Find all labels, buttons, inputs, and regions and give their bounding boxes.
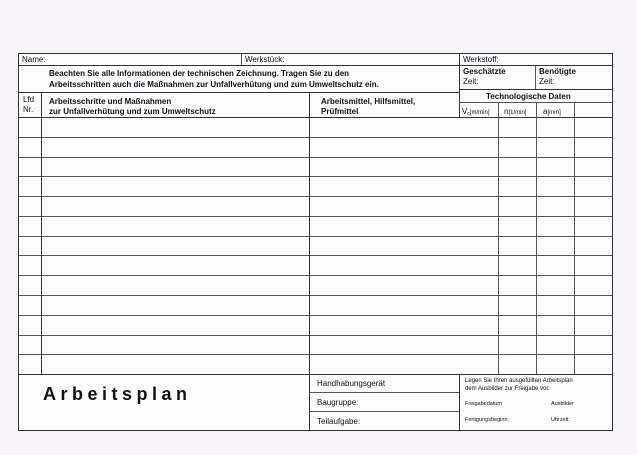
work-plan-form bbox=[18, 53, 613, 431]
col-divider-lfd bbox=[41, 92, 42, 374]
footer-top-line bbox=[19, 374, 612, 375]
table-row-line bbox=[19, 335, 612, 336]
tools-header-2: Prüfmittel bbox=[321, 107, 359, 116]
release-note-2: dem Ausbilder zur Freigabe vor. bbox=[465, 386, 550, 392]
footer-divider-left bbox=[309, 374, 310, 430]
fertigungsbeginn-label: Fertigungsbeginn: bbox=[465, 417, 510, 423]
ausbilder-label: Ausbilder bbox=[551, 401, 574, 407]
header-divider bbox=[241, 54, 242, 65]
col-divider-n bbox=[536, 102, 537, 374]
steps-header-2: zur Unfallverhütung und zum Umweltschutz bbox=[49, 107, 216, 116]
table-row-line bbox=[19, 236, 612, 237]
table-row-line bbox=[19, 176, 612, 177]
col-divider-steps bbox=[309, 92, 310, 374]
tech-data-header: Technologische Daten bbox=[486, 92, 571, 101]
lfd-label: Lfd bbox=[23, 95, 35, 104]
uhrzeit-label: Uhrzeit: bbox=[551, 417, 570, 423]
footer-line-2 bbox=[309, 411, 459, 412]
col-divider-a bbox=[574, 102, 575, 374]
work-steps-table bbox=[19, 117, 612, 374]
col-divider-vc bbox=[498, 102, 499, 374]
teilaufgabe-label: Teilaufgabe: bbox=[317, 417, 361, 426]
table-row-line bbox=[19, 255, 612, 256]
column-header-top-line bbox=[19, 92, 459, 93]
time-divider bbox=[535, 65, 536, 89]
release-note-1: Legen Sie Ihren ausgefüllten Arbeitsplan bbox=[465, 378, 573, 384]
n-header: n[1/min] bbox=[504, 107, 527, 116]
werkstoff-label: Werkstoff: bbox=[463, 55, 499, 64]
werkstueck-label: Werkstück: bbox=[245, 55, 285, 64]
table-row-line bbox=[19, 137, 612, 138]
footer-line-1 bbox=[309, 392, 459, 393]
table-row-line bbox=[19, 295, 612, 296]
name-label: Name: bbox=[22, 55, 46, 64]
header-divider-right bbox=[459, 54, 460, 117]
steps-header-1: Arbeitsschritte und Maßnahmen bbox=[49, 97, 172, 106]
time-line bbox=[459, 89, 612, 90]
estimated-time-label: Geschätzte bbox=[463, 67, 506, 76]
freigabedatum-label: Freigabedatum bbox=[465, 401, 502, 407]
vc-header: $V_c[m/\min]$ bbox=[462, 107, 490, 117]
notice-line-2: Arbeitsschritten auch die Maßnahmen zur Unfallverhütung und zum Umweltschutz ein. bbox=[49, 80, 379, 89]
table-row-line bbox=[19, 275, 612, 276]
tools-header-1: Arbeitsmittel, Hilfsmittel, bbox=[321, 97, 416, 106]
table-row-line bbox=[19, 157, 612, 158]
baugruppe-label: Baugruppe: bbox=[317, 398, 359, 407]
table-row-line bbox=[19, 196, 612, 197]
a-header: a[mm] bbox=[543, 107, 561, 116]
notice-line-1: Beachten Sie alle Informationen der technischen Zeichnung. Tragen Sie zu den bbox=[49, 69, 350, 78]
required-time-label: Benötigte bbox=[539, 67, 576, 76]
document-title: Arbeitsplan bbox=[43, 384, 192, 404]
header-line bbox=[19, 65, 612, 66]
estimated-time-field: Zeit: bbox=[463, 77, 479, 86]
nr-label: Nr. bbox=[23, 105, 34, 114]
footer-divider-right bbox=[459, 374, 460, 430]
table-row-line bbox=[19, 216, 612, 217]
handhabung-label: Handhabungsgerät bbox=[317, 379, 386, 388]
table-row-line bbox=[19, 354, 612, 355]
table-row-line bbox=[19, 315, 612, 316]
required-time-field: Zeit: bbox=[539, 77, 555, 86]
